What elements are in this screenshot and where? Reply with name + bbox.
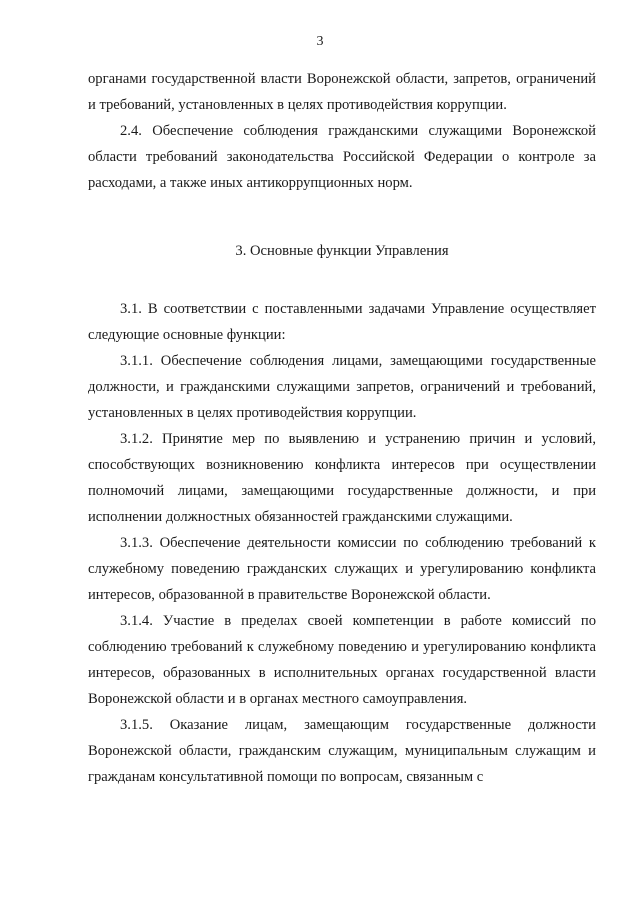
paragraph-3-1: 3.1. В соответствии с поставленными задачами Управление осуществляет следующие основные функции: xyxy=(88,301,596,343)
paragraph-2-4: 2.4. Обеспечение соблюдения гражданскими служащими Воронежской области требований законодательства Российской Федерации о контроле за расходами, а также иных антикоррупционных норм. xyxy=(88,123,596,191)
section-heading: 3. Основные функции Управления xyxy=(235,243,449,259)
paragraph-continuation: органами государственной власти Воронежской области, запретов, ограничений и требований, установленных в целях противодействия коррупции. xyxy=(88,71,596,113)
paragraph-3-1-1: 3.1.1. Обеспечение соблюдения лицами, замещающими государственные должности, и гражданскими служащими запретов, ограничений и требований, установленных в целях противодействия коррупции. xyxy=(88,353,596,421)
paragraph-3-1-4: 3.1.4. Участие в пределах своей компетенции в работе комиссий по соблюдению требований к служебному поведению и урегулированию конфликта интересов, образованных в исполнительных органах государственной власти Воронежской области и в органах местного самоуправления. xyxy=(88,613,596,707)
document-body xyxy=(88,66,596,790)
page-number: 3 xyxy=(316,34,324,49)
paragraph-3-1-3: 3.1.3. Обеспечение деятельности комиссии по соблюдению требований к служебному поведению гражданских служащих и урегулированию конфликта интересов, образованной в правительстве Воронежской области. xyxy=(88,535,596,603)
paragraph-3-1-5: 3.1.5. Оказание лицам, замещающим государственные должности Воронежской области, гражданским служащим, муниципальным служащим и гражданам консультативной помощи по вопросам, связанным с xyxy=(88,717,596,785)
paragraph-3-1-2: 3.1.2. Принятие мер по выявлению и устранению причин и условий, способствующих возникновению конфликта интересов при осуществлении полномочий лицами, замещающими государственные должности, и при исполнении должностных обязанностей гражданскими служащими. xyxy=(88,431,596,525)
